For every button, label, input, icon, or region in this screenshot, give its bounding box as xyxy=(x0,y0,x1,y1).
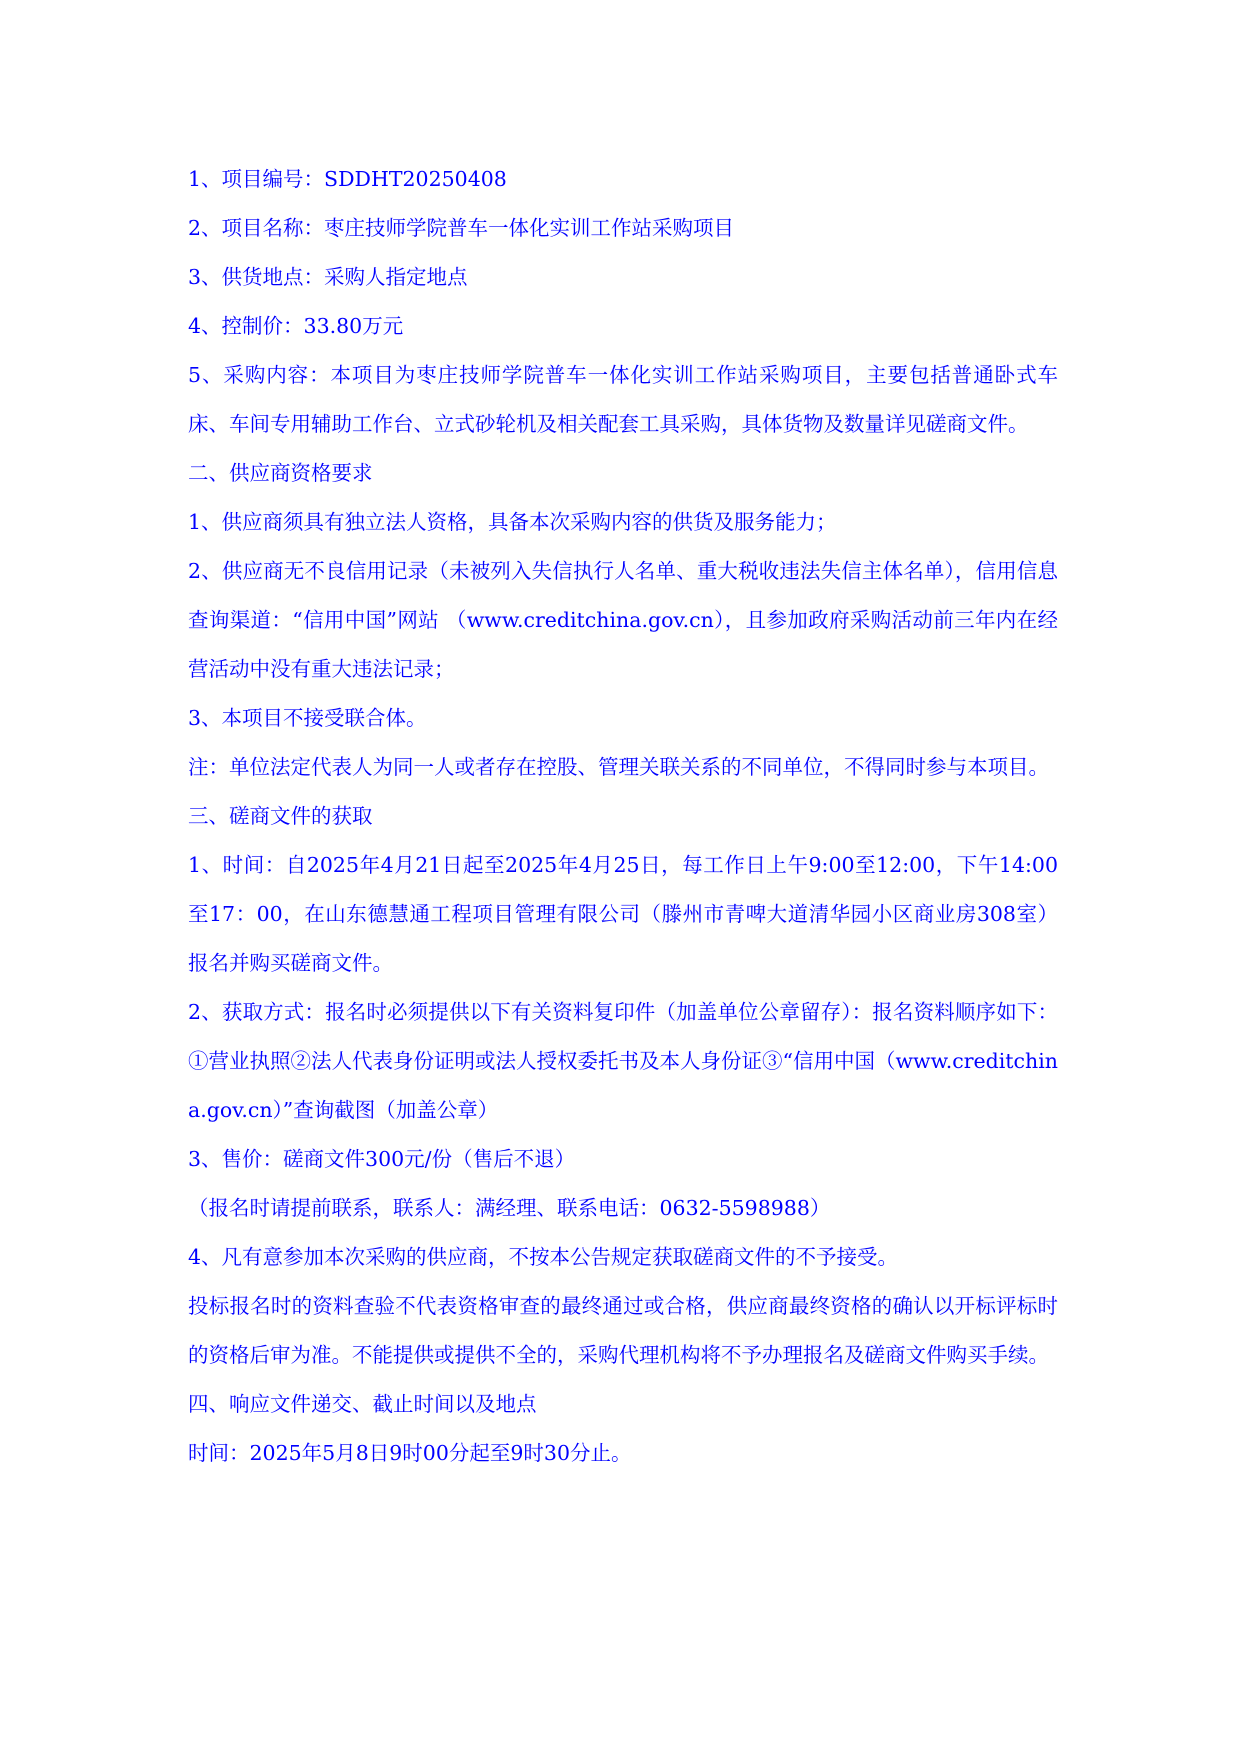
documents-time: 1、时间：自2025年4月21日起至2025年4月25日，每工作日上午9:00至12:00，下午14:00至17：00，在山东德慧通工程项目管理有限公司（滕州市青啤大道清华园小区商业房308室）报名并购买磋商文件。 xyxy=(188,853,1058,975)
section-heading-documents: 三、磋商文件的获取 xyxy=(188,804,373,828)
project-number: 1、项目编号：SDDHT20250408 xyxy=(188,167,507,191)
control-price: 4、控制价：33.80万元 xyxy=(188,314,404,338)
delivery-location: 3、供货地点：采购人指定地点 xyxy=(188,265,468,289)
contact-info: （报名时请提前联系，联系人：满经理、联系电话：0632-5598988） xyxy=(188,1196,831,1220)
documents-method: 2、获取方式：报名时必须提供以下有关资料复印件（加盖单位公章留存）：报名资料顺序如下：①营业执照②法人代表身份证明或法人授权委托书及本人身份证③“信用中国（www.creditchina.gov.cn）”查询截图（加盖公章） xyxy=(188,1000,1058,1122)
qualification-item-1: 1、供应商须具有独立法人资格，具备本次采购内容的供货及服务能力； xyxy=(188,510,837,534)
project-name: 2、项目名称：枣庄技师学院普车一体化实训工作站采购项目 xyxy=(188,216,735,240)
qualification-item-3: 3、本项目不接受联合体。 xyxy=(188,706,427,730)
qualification-note: 注：单位法定代表人为同一人或者存在控股、管理关联关系的不同单位，不得同时参与本项目。 xyxy=(188,755,1049,779)
documents-item-4: 4、凡有意参加本次采购的供应商，不按本公告规定获取磋商文件的不予接受。 xyxy=(188,1245,899,1269)
qualification-item-2: 2、供应商无不良信用记录（未被列入失信执行人名单、重大税收违法失信主体名单），信用信息查询渠道：“信用中国”网站 （www.creditchina.gov.cn），且参加政府采购活动前三年内在经营活动中没有重大违法记录； xyxy=(188,559,1058,681)
procurement-content: 5、采购内容：本项目为枣庄技师学院普车一体化实训工作站采购项目，主要包括普通卧式车床、车间专用辅助工作台、立式砂轮机及相关配套工具采购，具体货物及数量详见磋商文件。 xyxy=(188,363,1058,436)
submission-time: 时间：2025年5月8日9时00分起至9时30分止。 xyxy=(188,1441,632,1465)
section-heading-submission: 四、响应文件递交、截止时间以及地点 xyxy=(188,1392,537,1416)
qualification-review-note: 投标报名时的资料查验不代表资格审查的最终通过或合格，供应商最终资格的确认以开标评标时的资格后审为准。不能提供或提供不全的，采购代理机构将不予办理报名及磋商文件购买手续。 xyxy=(188,1294,1058,1367)
section-heading-qualifications: 二、供应商资格要求 xyxy=(188,461,373,485)
document-body xyxy=(188,155,1058,1478)
documents-price: 3、售价：磋商文件300元/份（售后不退） xyxy=(188,1147,576,1171)
